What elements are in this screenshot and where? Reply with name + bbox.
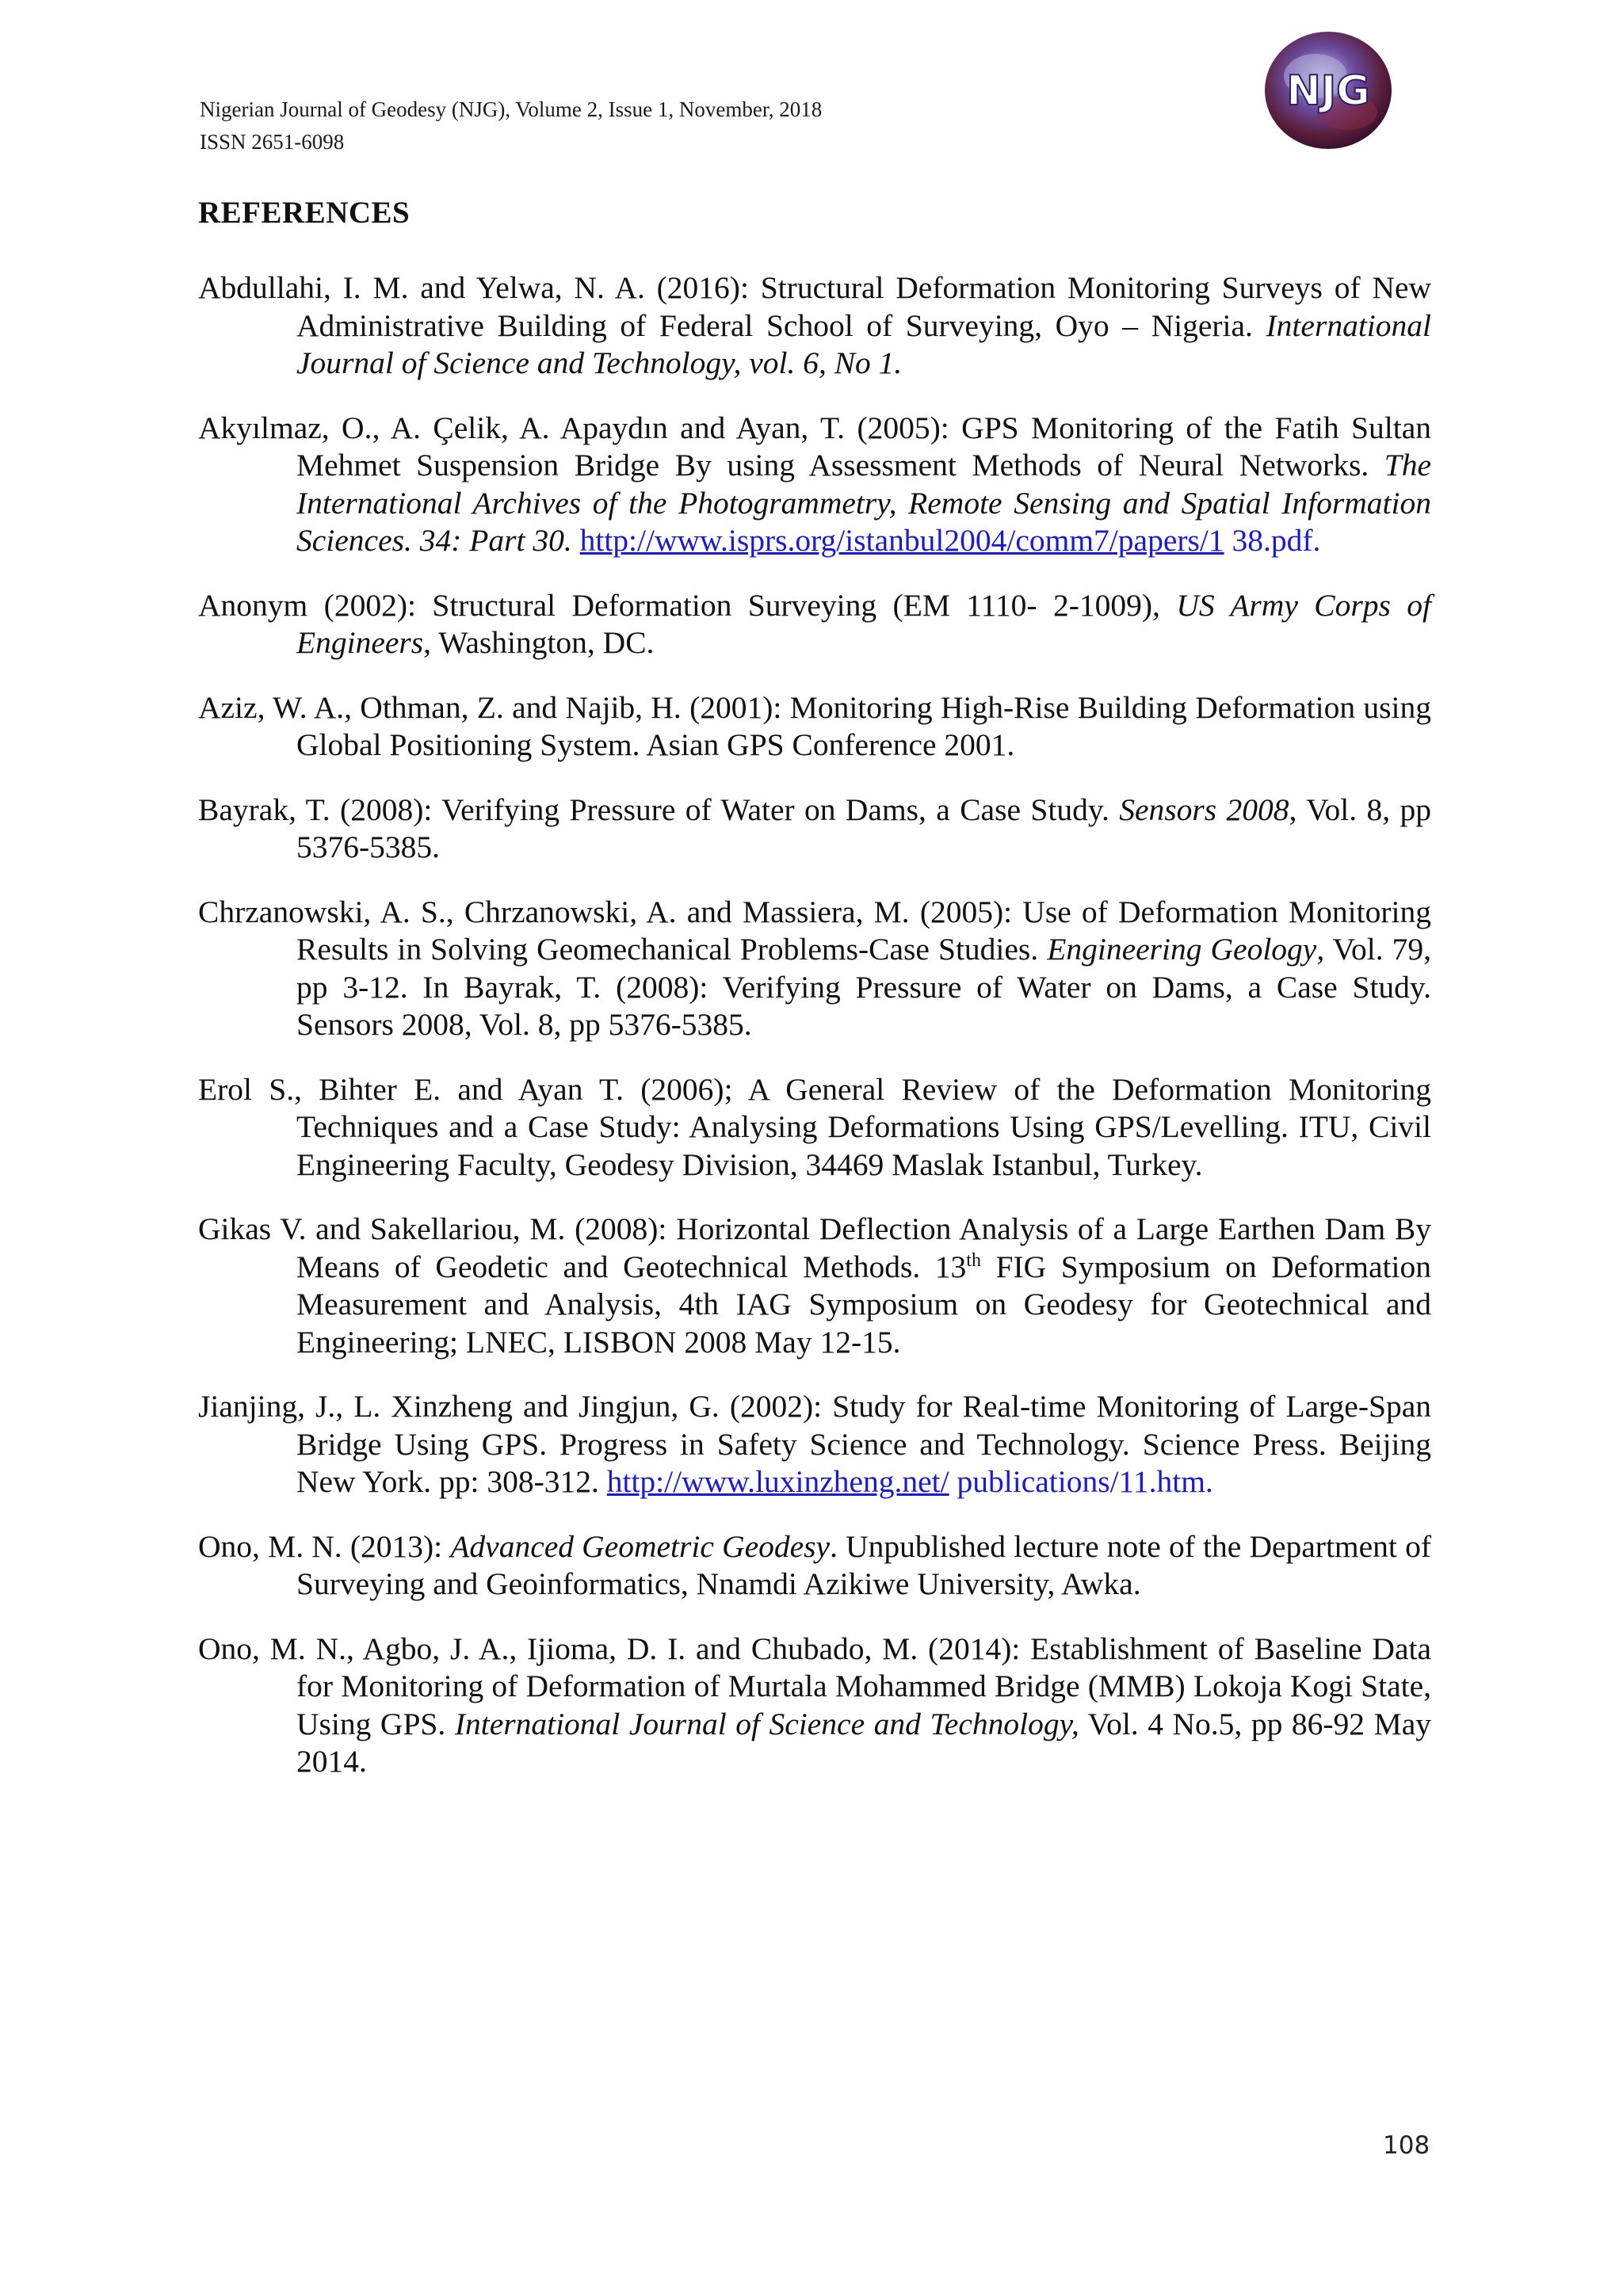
reference-list bbox=[198, 269, 1431, 1808]
reference-item: Abdullahi, I. M. and Yelwa, N. A. (2016): Structural Deformation Monitoring Surveys of New Administrative Building of Federal School of Surveying, Oyo – Nigeria. International Journal of Science and Technology, vol. 6, No 1. bbox=[198, 270, 1431, 380]
journal-line: Nigerian Journal of Geodesy (NJG), Volume 2, Issue 1, November, 2018 bbox=[200, 97, 823, 121]
reference-item: Chrzanowski, A. S., Chrzanowski, A. and Massiera, M. (2005): Use of Deformation Monitoring Results in Solving Geomechanical Problems-Case Studies. Engineering Geology, Vol. 79, pp 3-12. In Bayrak, T. (2008): Verifying Pressure of Water on Dams, a Case Study. Sensors 2008, Vol. 8, pp 5376-5385. bbox=[198, 894, 1431, 1042]
reference-item: Bayrak, T. (2008): Verifying Pressure of Water on Dams, a Case Study. Sensors 2008, Vol. 8, pp 5376-5385. bbox=[198, 791, 1431, 864]
reference-item: Anonym (2002): Structural Deformation Surveying (EM 1110- 2-1009), US Army Corps of Engineers, Washington, DC. bbox=[198, 587, 1431, 660]
reference-item: Aziz, W. A., Othman, Z. and Najib, H. (2001): Monitoring High-Rise Building Deformation using Global Positioning System. Asian GPS Conference 2001. bbox=[198, 689, 1431, 762]
reference-item: Ono, M. N. (2013): Advanced Geometric Geodesy. Unpublished lecture note of the Department of Surveying and Geoinformatics, Nnamdi Azikiwe University, Awka. bbox=[198, 1528, 1431, 1601]
reference-link[interactable]: http://www.isprs.org/istanbul2004/comm7/papers/1 bbox=[579, 523, 1224, 558]
logo-lettering: NJG bbox=[1286, 67, 1370, 115]
page-number: 108 bbox=[1383, 2131, 1430, 2160]
reference-item: Ono, M. N., Agbo, J. A., Ijioma, D. I. and Chubado, M. (2014): Establishment of Baseline Data for Monitoring of Deformation of Murtala Mohammed Bridge (MMB) Lokoja Kogi State, Using GPS. International Journal of Science and Technology, Vol. 4 No.5, pp 86-92 May 2014. bbox=[198, 1630, 1431, 1779]
reference-link[interactable]: http://www.luxinzheng.net/ bbox=[606, 1464, 949, 1499]
reference-item: Jianjing, J., L. Xinzheng and Jingjun, G. (2002): Study for Real-time Monitoring of Large-Span Bridge Using GPS. Progress in Safety Science and Technology. Science Press. Beijing New York. pp: 308-312. http://www.luxinzheng.net/ publications/11.htm. bbox=[198, 1389, 1431, 1499]
running-header bbox=[200, 93, 822, 158]
issn-line: ISSN 2651-6098 bbox=[200, 129, 345, 154]
reference-item: Akyılmaz, O., A. Çelik, A. Apaydın and Ayan, T. (2005): GPS Monitoring of the Fatih Sultan Mehmet Suspension Bridge By using Assessment Methods of Neural Networks. The International Archives of the Photogrammetry, Remote Sensing and Spatial Information Sciences. 34: Part 30. http://www.isprs.org/istanbul2004/comm7/papers/1 38.pdf. bbox=[198, 410, 1431, 558]
section-title: REFERENCES bbox=[198, 196, 411, 230]
reference-item: Erol S., Bihter E. and Ayan T. (2006); A General Review of the Deformation Monitoring Techniques and a Case Study: Analysing Deformations Using GPS/Levelling. ITU, Civil Engineering Faculty, Geodesy Division, 34469 Maslak Istanbul, Turkey. bbox=[198, 1071, 1431, 1182]
journal-logo bbox=[1260, 27, 1396, 154]
reference-item: Gikas V. and Sakellariou, M. (2008): Horizontal Deflection Analysis of a Large Earthen Dam By Means of Geodetic and Geotechnical Methods. 13th FIG Symposium on Deformation Measurement and Analysis, 4th IAG Symposium on Geodesy for Geotechnical and Engineering; LNEC, LISBON 2008 May 12-15. bbox=[198, 1211, 1431, 1360]
